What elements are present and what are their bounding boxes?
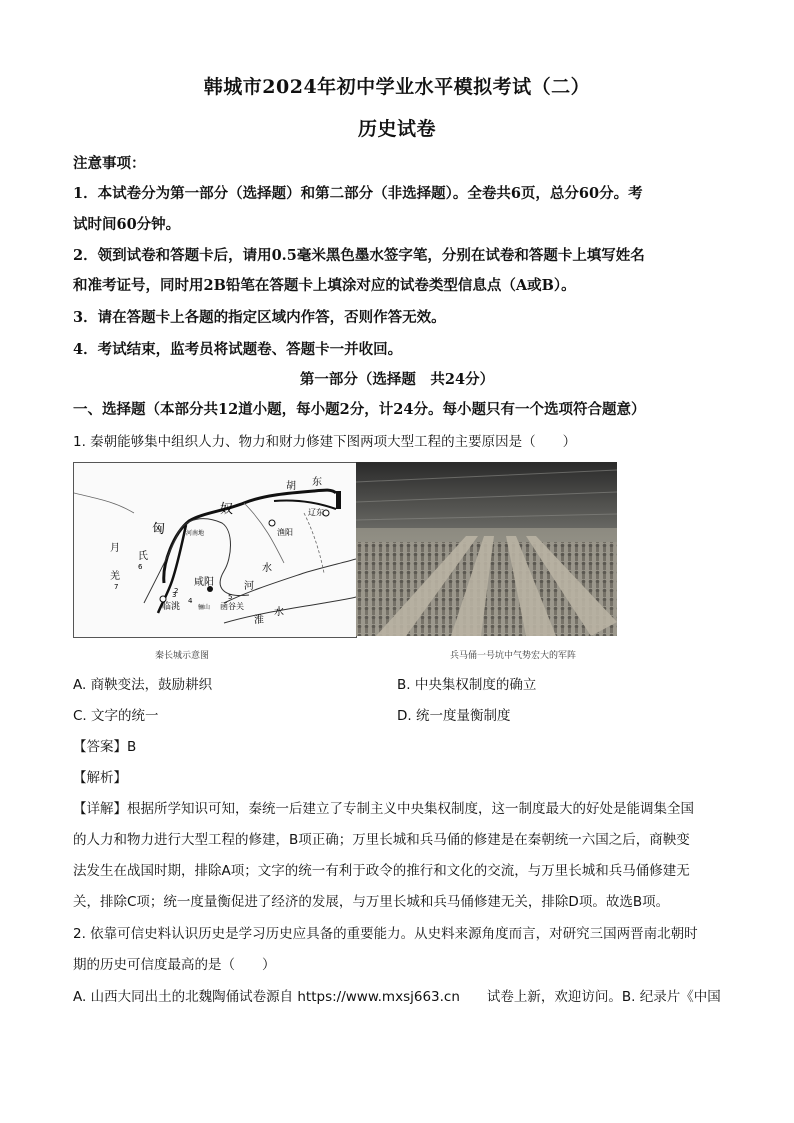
- q1-option-b: B. 中央集权制度的确立: [397, 677, 537, 693]
- map-label-qiang: 羌: [110, 571, 120, 582]
- map-label-nu: 奴: [220, 502, 234, 517]
- q1-detail-line-3: 法发生在战国时期，排除A项；文字的统一有利于政令的推行和文化的交流，与万里长城和兵马俑修建无: [73, 863, 690, 879]
- map-label-num4: 4: [188, 597, 193, 605]
- map-drawing: [74, 463, 356, 637]
- map-label-yuyang: 渔阳: [277, 528, 293, 537]
- exam-subtitle: 历史试卷: [357, 118, 436, 140]
- q2-stem-line-2: 期的历史可信度最高的是（ ）: [73, 957, 276, 973]
- exam-title: 韩城市2024年初中学业水平模拟考试（二）: [203, 76, 591, 98]
- map-label-num6: 6: [138, 563, 143, 571]
- notice-heading: 注意事项：: [73, 155, 146, 172]
- map-label-liaodong: 辽东: [308, 508, 324, 517]
- terracotta-photo-drawing: [356, 462, 617, 636]
- map-label-henandi: 河南地: [186, 530, 205, 537]
- q1-stem: 1. 秦朝能够集中组织人力、物力和财力修建下图两项大型工程的主要原因是（ ）: [73, 434, 577, 450]
- map-label-shui: 水: [262, 563, 272, 574]
- part1-heading: 第一部分（选择题 共24分）: [299, 371, 495, 388]
- map-label-num3: 3: [172, 591, 177, 599]
- map-caption: 秦长城示意图: [155, 651, 210, 661]
- notice-item-2-line-2: 和准考证号，同时用2B铅笔在答题卡上填涂对应的试卷类型信息点（A或B）。: [73, 277, 576, 294]
- map-label-xiong: 匈: [152, 522, 166, 537]
- map-label-dong: 东: [312, 477, 322, 488]
- q1-option-d: D. 统一度量衡制度: [397, 708, 511, 724]
- terracotta-army-photo: [356, 462, 617, 636]
- q1-answer: 【答案】B: [73, 739, 137, 755]
- map-label-lishan: 骊山: [198, 604, 211, 611]
- notice-item-1-line-1: 1．本试卷分为第一部分（选择题）和第二部分（非选择题）。全卷共6页，总分60分。考: [73, 185, 643, 202]
- notice-item-2-line-1: 2．领到试卷和答题卡后，请用0.5毫米黑色墨水签字笔，分别在试卷和答题卡上填写姓名: [73, 247, 645, 264]
- map-label-hu: 胡: [286, 481, 296, 492]
- q1-detail-line-1: 【详解】根据所学知识可知，秦统一后建立了专制主义中央集权制度，这一制度最大的好处是能调集全国: [73, 801, 694, 817]
- map-label-yue: 月: [110, 543, 120, 554]
- map-label-num5: 5: [228, 593, 233, 601]
- map-label-num2: 2: [174, 587, 179, 595]
- q1-analysis-label: 【解析】: [73, 770, 127, 786]
- q1-option-a: A. 商鞅变法，鼓励耕织: [73, 677, 213, 693]
- photo-caption: 兵马俑一号坑中气势宏大的军阵: [450, 651, 577, 661]
- map-label-lintao: 临洮: [162, 602, 181, 612]
- map-label-hangu: 函谷关: [220, 602, 244, 611]
- map-label-xianyang: 咸阳: [194, 577, 214, 588]
- section-heading: 一、选择题（本部分共12道小题，每小题2分，计24分。每小题只有一个选项符合题意）: [73, 401, 646, 418]
- map-label-shui2: 水: [274, 607, 284, 618]
- q2-option-line: A. 山西大同出土的北魏陶俑试卷源自 https://www.mxsj663.cn 试卷上新，欢迎访问。B. 纪录片《中国: [73, 989, 721, 1005]
- q1-detail-line-4: 关，排除C项；统一度量衡促进了经济的发展，与万里长城和兵马俑修建无关，排除D项。故选B项。: [73, 894, 670, 910]
- q2-stem-line-1: 2. 依靠可信史料认识历史是学习历史应具备的重要能力。从史料来源角度而言，对研究三国两晋南北朝时: [73, 926, 698, 942]
- q1-detail-line-2: 的人力和物力进行大型工程的修建，B项正确；万里长城和兵马俑的修建是在秦朝统一六国之后，商鞅变: [73, 832, 690, 848]
- map-label-huai: 淮: [254, 615, 264, 626]
- notice-item-3: 3．请在答题卡上各题的指定区域内作答，否则作答无效。: [73, 309, 446, 326]
- map-label-he: 河: [244, 581, 254, 592]
- notice-item-4: 4．考试结束，监考员将试题卷、答题卡一并收回。: [73, 341, 403, 358]
- map-label-num7: 7: [114, 583, 119, 591]
- qin-great-wall-map: [73, 462, 357, 638]
- map-label-shi: 氏: [138, 551, 148, 562]
- q1-option-c: C. 文字的统一: [73, 708, 159, 724]
- notice-item-1-line-2: 试时间60分钟。: [73, 216, 181, 233]
